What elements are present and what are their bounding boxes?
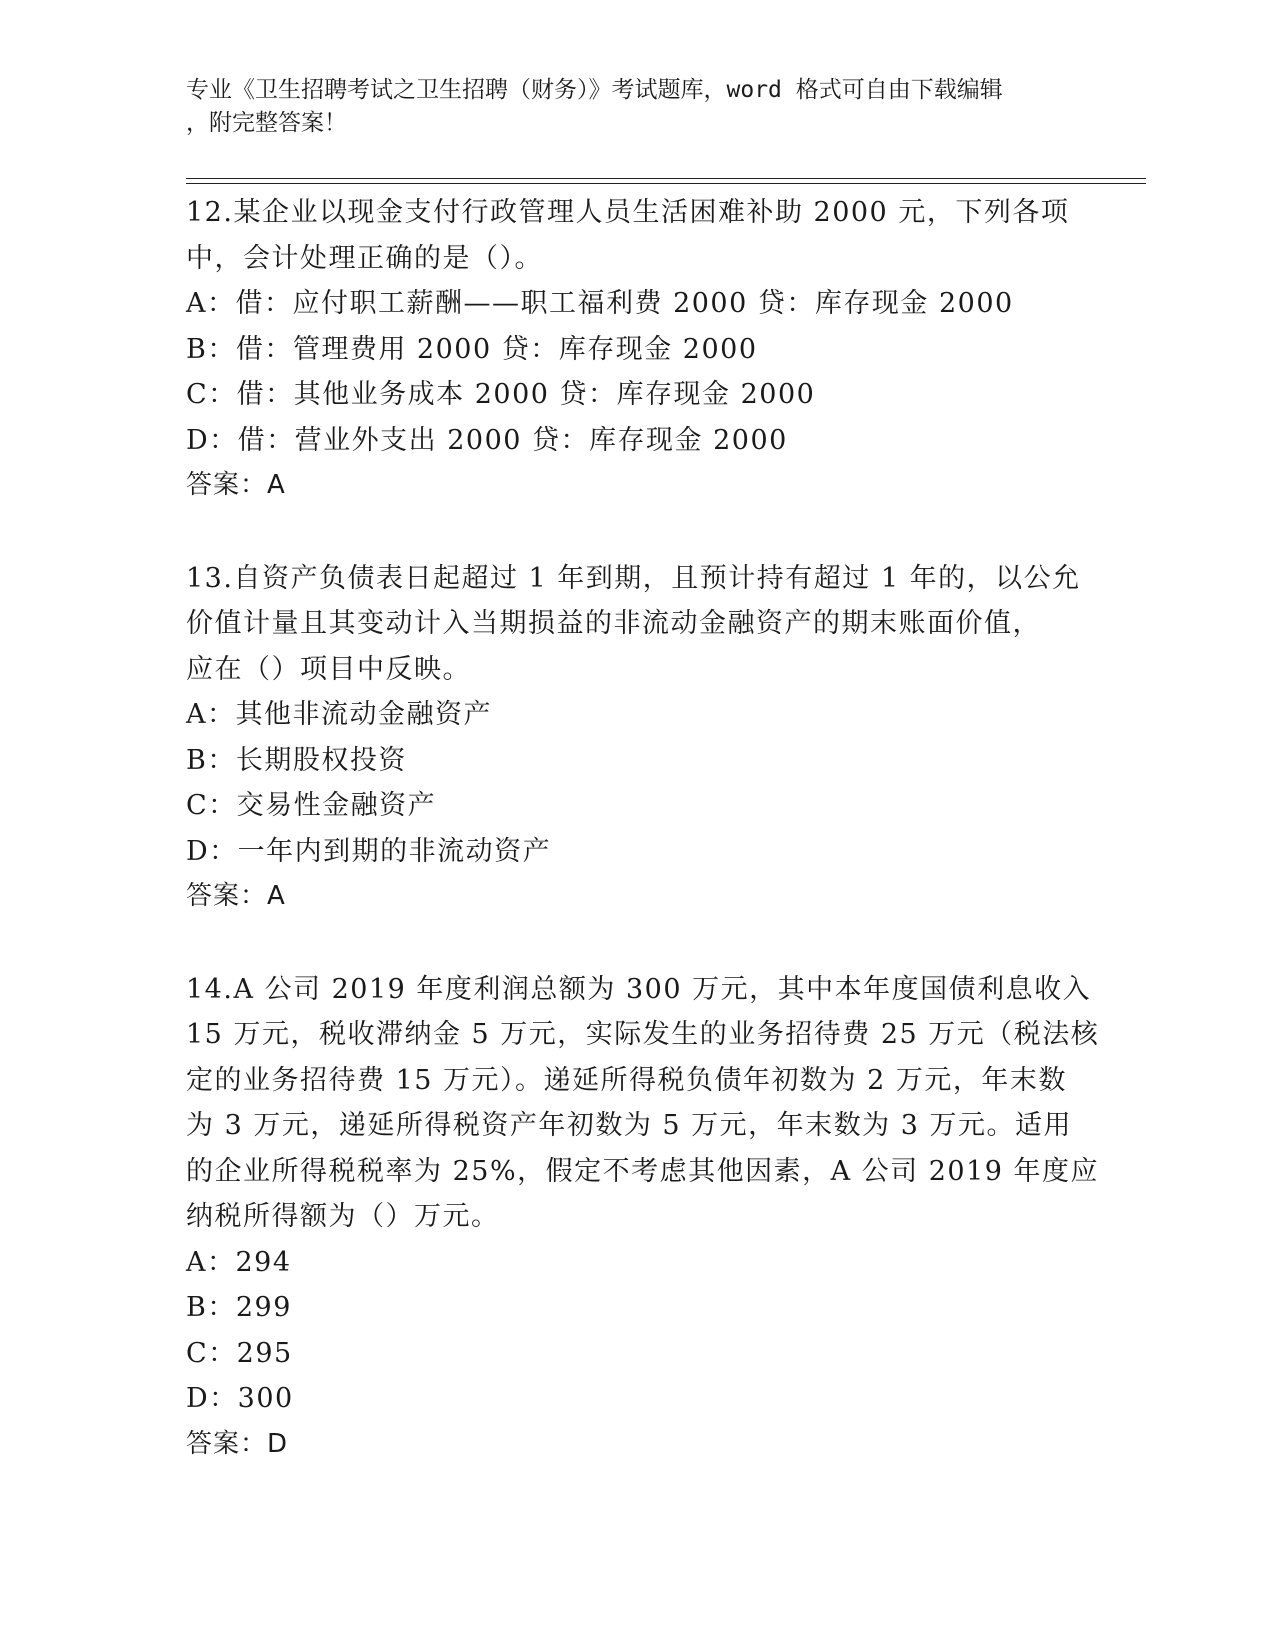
question-list [186, 190, 1100, 1467]
header-line-1: 专业《卫生招聘考试之卫生招聘（财务）》考试题库，word 格式可自由下载编辑 [186, 77, 1003, 103]
question-13 [186, 556, 1086, 920]
header-line-2: ，附完整答案！ [186, 110, 347, 136]
question-stem-line: 应在（）项目中反映。 [186, 653, 471, 685]
question-stem-line: 13.自资产负债表日起超过 1 年到期，且预计持有超过 1 年的，以公允 [186, 562, 1081, 594]
answer-line: 答案：D [186, 1428, 289, 1459]
option-c: C：交易性金融资产 [186, 790, 437, 821]
header-divider-bottom [186, 183, 1146, 184]
answer-line: 答案：A [186, 881, 286, 911]
question-stem-line: 14.A 公司 2019 年度利润总额为 300 万元，其中本年度国债利息收入 [186, 973, 1092, 1005]
option-a: A：其他非流动金融资产 [186, 699, 492, 730]
question-stem-line: 定的业务招待费 15 万元）。递延所得税负债年初数为 2 万元，年末数 [186, 1064, 1067, 1096]
question-stem-line: 中，会计处理正确的是（）。 [186, 242, 543, 274]
option-b: B：299 [186, 1292, 292, 1323]
option-a: A：借：应付职工薪酬——职工福利费 2000 贷：库存现金 2000 [186, 288, 1014, 319]
question-spacer [186, 920, 1086, 967]
option-c: C：借：其他业务成本 2000 贷：库存现金 2000 [186, 379, 816, 410]
option-b: B：长期股权投资 [186, 744, 407, 776]
question-stem-line: 纳税所得额为（）万元。 [186, 1201, 500, 1232]
question-spacer [186, 509, 1086, 556]
option-d: D：借：营业外支出 2000 贷：库存现金 2000 [186, 424, 788, 456]
option-c: C：295 [186, 1337, 293, 1369]
option-a: A：294 [186, 1246, 292, 1278]
question-14 [186, 967, 1100, 1468]
question-stem-line: 价值计量且其变动计入当期损益的非流动金融资产的期末账面价值， [186, 608, 1041, 639]
question-stem-line: 15 万元，税收滞纳金 5 万元，实际发生的业务招待费 25 万元（税法核 [186, 1019, 1100, 1050]
question-stem-line: 为 3 万元，递延所得税资产年初数为 5 万元，年末数为 3 万元。适用 [186, 1110, 1073, 1141]
document-header [186, 74, 1086, 140]
question-12 [186, 190, 1086, 509]
question-stem-line: 的企业所得税税率为 25%，假定不考虑其他因素，A 公司 2019 年度应 [186, 1155, 1100, 1187]
option-b: B：借：管理费用 2000 贷：库存现金 2000 [186, 333, 758, 365]
option-d: D：300 [186, 1383, 294, 1414]
answer-line: 答案：A [186, 470, 286, 500]
option-d: D：一年内到期的非流动资产 [186, 835, 552, 867]
question-stem-line: 12.某企业以现金支付行政管理人员生活困难补助 2000 元，下列各项 [186, 197, 1070, 228]
header-divider-top [186, 178, 1146, 179]
